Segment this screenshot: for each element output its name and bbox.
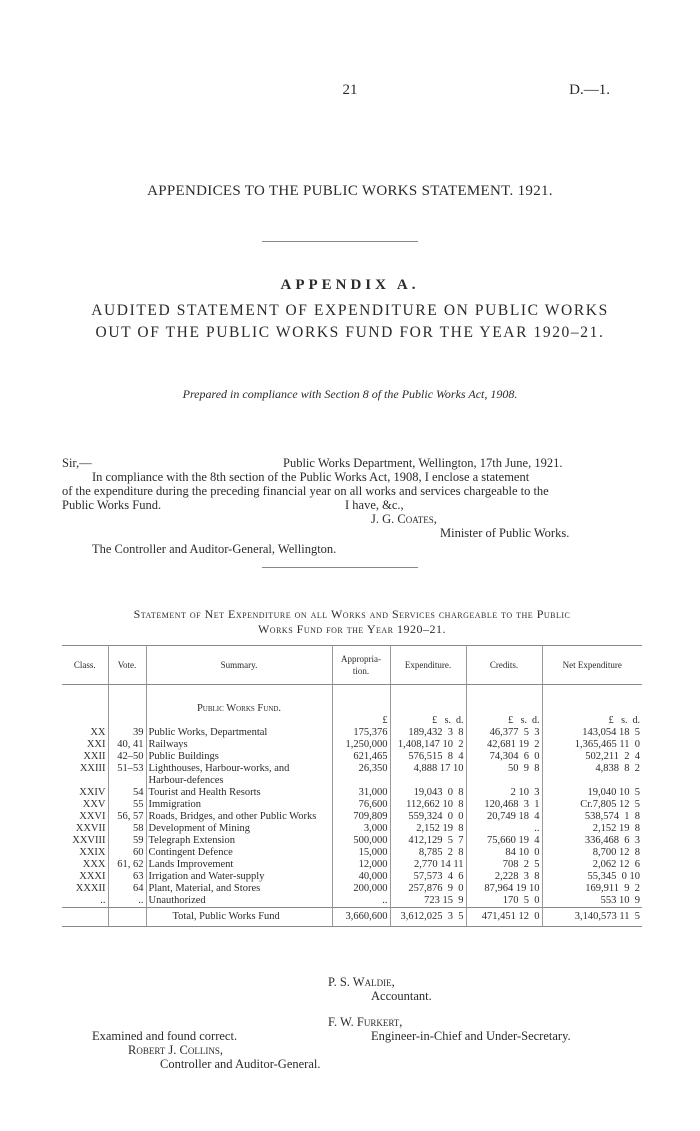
row-expenditure: 4,888 17 10 [390, 763, 466, 787]
row-net-expenditure: 553 10 9 [600, 895, 640, 906]
row-vote: 39 [108, 727, 146, 739]
table-row [62, 835, 642, 847]
total-label: Total, Public Works Fund [146, 908, 332, 927]
row-vote: 58 [108, 823, 146, 835]
row-expenditure: 723 15 9 [390, 895, 466, 908]
fund-heading: Public Works Fund. [146, 685, 332, 716]
unit-expenditure: £ s. d. [390, 715, 466, 727]
row-class: XXII [62, 751, 108, 763]
row-net-expenditure: 538,574 1 8 [584, 811, 640, 822]
document-reference: D.—1. [569, 82, 610, 98]
row-vote: 42–50 [108, 751, 146, 763]
row-credits: 120,468 3 1 [466, 799, 542, 811]
row-net-expenditure: 4,838 8 2 [595, 763, 640, 774]
row-vote: 60 [108, 847, 146, 859]
row-appropriation: 40,000 [332, 871, 390, 883]
row-class: XXVI [62, 811, 108, 823]
row-expenditure: 1,408,147 10 2 [390, 739, 466, 751]
row-credits: 75,660 19 4 [466, 835, 542, 847]
units-row [62, 715, 642, 727]
row-summary: Immigration [146, 799, 332, 811]
page-number: 21 [342, 82, 358, 98]
table-row [62, 799, 642, 811]
unit-credits: £ s. d. [466, 715, 542, 727]
table-row [62, 883, 642, 895]
accountant-name: P. S. Waldie, [328, 975, 395, 989]
row-class: .. [62, 895, 108, 908]
row-credits: 170 5 0 [466, 895, 542, 908]
row-summary: Public Buildings [146, 751, 332, 763]
statement-title-line1: Statement of Net Expenditure on all Works and Services chargeable to the Public [133, 607, 571, 621]
row-appropriation: 3,000 [332, 823, 390, 835]
expenditure-table [62, 645, 642, 927]
row-credits: 87,964 19 10 [466, 883, 542, 895]
row-expenditure: 2,152 19 8 [390, 823, 466, 835]
row-expenditure: 257,876 9 0 [390, 883, 466, 895]
row-net-expenditure: 19,040 10 5 [587, 787, 640, 798]
row-expenditure: 189,432 3 8 [390, 727, 466, 739]
total-credits: 471,451 12 0 [466, 908, 542, 927]
row-expenditure: 576,515 8 4 [390, 751, 466, 763]
statement-heading-line2: OUT OF THE PUBLIC WORKS FUND FOR THE YEAR 1920–21. [95, 324, 605, 341]
row-summary: Unauthorized [146, 895, 332, 908]
table-row [62, 871, 642, 883]
examined-note: Examined and found correct. [92, 1029, 238, 1043]
header-expenditure: Expenditure. [390, 646, 466, 685]
total-net: 3,140,573 11 5 [542, 908, 642, 927]
total-row [62, 908, 642, 927]
row-vote: 54 [108, 787, 146, 799]
row-appropriation: 175,376 [332, 727, 390, 739]
row-expenditure: 559,324 0 0 [390, 811, 466, 823]
row-net-expenditure: 2,152 19 8 [592, 823, 640, 834]
row-summary: Development of Mining [146, 823, 332, 835]
row-vote: 51–53 [108, 763, 146, 787]
row-appropriation: 621,465 [332, 751, 390, 763]
row-summary: Railways [146, 739, 332, 751]
row-expenditure: 2,770 14 11 [390, 859, 466, 871]
row-class: XXX [62, 859, 108, 871]
letter-body-line3: Public Works Fund. [62, 498, 162, 512]
total-appropriation: 3,660,600 [332, 908, 390, 927]
row-expenditure: 19,043 0 8 [390, 787, 466, 799]
auditor-title: Controller and Auditor-General. [160, 1057, 321, 1071]
row-class: XXVIII [62, 835, 108, 847]
row-appropriation: 15,000 [332, 847, 390, 859]
row-net-expenditure: 336,468 6 3 [584, 835, 640, 846]
page-title: APPENDICES TO THE PUBLIC WORKS STATEMENT. 1921. [147, 183, 553, 199]
row-vote: 63 [108, 871, 146, 883]
row-net-expenditure: 55,345 0 10 [587, 871, 640, 882]
row-expenditure: 112,662 10 8 [390, 799, 466, 811]
row-vote: 64 [108, 883, 146, 895]
row-class: XXXI [62, 871, 108, 883]
letter-signatory: J. G. Coates, [371, 512, 437, 526]
table-row [62, 727, 642, 739]
row-net-expenditure: 1,365,465 11 0 [574, 739, 640, 750]
row-summary: Public Works, Departmental [146, 727, 332, 739]
row-summary: Contingent Defence [146, 847, 332, 859]
statement-heading-line1: AUDITED STATEMENT OF EXPENDITURE ON PUBLIC WORKS [91, 302, 609, 319]
statement-title-line2: Works Fund for the Year 1920–21. [257, 622, 446, 636]
row-appropriation: 26,350 [332, 763, 390, 787]
row-summary: Lighthouses, Harbour-works, and Harbour-defences [146, 763, 332, 787]
header-vote: Vote. [108, 646, 146, 685]
row-class: XXVII [62, 823, 108, 835]
row-appropriation: .. [332, 895, 390, 908]
row-class: XXIX [62, 847, 108, 859]
table-row [62, 787, 642, 799]
header-summary: Summary. [146, 646, 332, 685]
row-expenditure: 412,129 5 7 [390, 835, 466, 847]
row-net-expenditure: 502,211 2 4 [585, 751, 640, 762]
divider [262, 241, 418, 242]
row-class: XXIII [62, 763, 108, 787]
row-appropriation: 709,809 [332, 811, 390, 823]
row-vote: 59 [108, 835, 146, 847]
row-expenditure: 8,785 2 8 [390, 847, 466, 859]
row-vote: 56, 57 [108, 811, 146, 823]
row-appropriation: 200,000 [332, 883, 390, 895]
row-class: XX [62, 727, 108, 739]
table-row [62, 811, 642, 823]
header-appropriation: Appropria-tion. [332, 646, 390, 685]
row-credits: 2,228 3 8 [466, 871, 542, 883]
row-credits: 46,377 5 3 [466, 727, 542, 739]
row-class: XXXII [62, 883, 108, 895]
row-appropriation: 1,250,000 [332, 739, 390, 751]
row-credits: 2 10 3 [466, 787, 542, 799]
row-appropriation: 500,000 [332, 835, 390, 847]
row-class: XXV [62, 799, 108, 811]
row-summary: Plant, Material, and Stores [146, 883, 332, 895]
row-credits: 74,304 6 0 [466, 751, 542, 763]
unit-appropriation: £ [332, 715, 390, 727]
row-expenditure: 57,573 4 6 [390, 871, 466, 883]
row-net-expenditure: 2,062 12 6 [592, 859, 640, 870]
row-appropriation: 31,000 [332, 787, 390, 799]
row-summary: Telegraph Extension [146, 835, 332, 847]
row-credits: 84 10 0 [466, 847, 542, 859]
row-net-expenditure: Cr.7,805 12 5 [580, 799, 640, 810]
row-class: XXIV [62, 787, 108, 799]
table-row [62, 847, 642, 859]
row-credits: 50 9 8 [466, 763, 542, 787]
letter-body-line1: In compliance with the 8th section of the Public Works Act, 1908, I enclose a statement [92, 470, 530, 484]
engineer-name: F. W. Furkert, [328, 1015, 403, 1029]
row-summary: Lands Improvement [146, 859, 332, 871]
letter-addressee: The Controller and Auditor-General, Wellington. [92, 542, 337, 556]
total-expenditure: 3,612,025 3 5 [390, 908, 466, 927]
table-row [62, 763, 642, 787]
row-credits: 42,681 19 2 [466, 739, 542, 751]
letter-dateline: Public Works Department, Wellington, 17th June, 1921. [283, 456, 563, 470]
header-net-expenditure: Net Expenditure [542, 646, 642, 685]
row-credits: .. [466, 823, 542, 835]
table-row [62, 739, 642, 751]
table-row [62, 859, 642, 871]
divider [262, 567, 418, 568]
prepared-note: Prepared in compliance with Section 8 of the Public Works Act, 1908. [182, 387, 518, 401]
row-credits: 20,749 18 4 [466, 811, 542, 823]
row-summary: Tourist and Health Resorts [146, 787, 332, 799]
row-vote: 40, 41 [108, 739, 146, 751]
row-class: XXI [62, 739, 108, 751]
auditor-name: Robert J. Collins, [128, 1043, 223, 1057]
row-vote: 55 [108, 799, 146, 811]
row-vote: .. [108, 895, 146, 908]
table-header-row [62, 646, 642, 685]
unit-net: £ s. d. [608, 715, 640, 726]
fund-heading-row [62, 685, 642, 716]
row-summary: Irrigation and Water-supply [146, 871, 332, 883]
letter-closing: I have, &c., [345, 498, 404, 512]
row-appropriation: 76,600 [332, 799, 390, 811]
row-credits: 708 2 5 [466, 859, 542, 871]
header-credits: Credits. [466, 646, 542, 685]
row-net-expenditure: 8,700 12 8 [592, 847, 640, 858]
header-class: Class. [62, 646, 108, 685]
row-net-expenditure: 169,911 9 2 [585, 883, 640, 894]
letter-body-line2: of the expenditure during the preceding financial year on all works and services chargeable to the [62, 484, 549, 498]
table-row [62, 823, 642, 835]
accountant-title: Accountant. [371, 989, 432, 1003]
letter-salutation: Sir,— [62, 456, 92, 470]
letter-signatory-title: Minister of Public Works. [440, 526, 570, 540]
table-row [62, 895, 642, 908]
appendix-heading: APPENDIX A. [280, 277, 420, 293]
statement-title [62, 607, 642, 637]
row-vote: 61, 62 [108, 859, 146, 871]
row-summary: Roads, Bridges, and other Public Works [146, 811, 332, 823]
row-net-expenditure: 143,054 18 5 [582, 727, 640, 738]
table-row [62, 751, 642, 763]
row-appropriation: 12,000 [332, 859, 390, 871]
engineer-title: Engineer-in-Chief and Under-Secretary. [371, 1029, 571, 1043]
